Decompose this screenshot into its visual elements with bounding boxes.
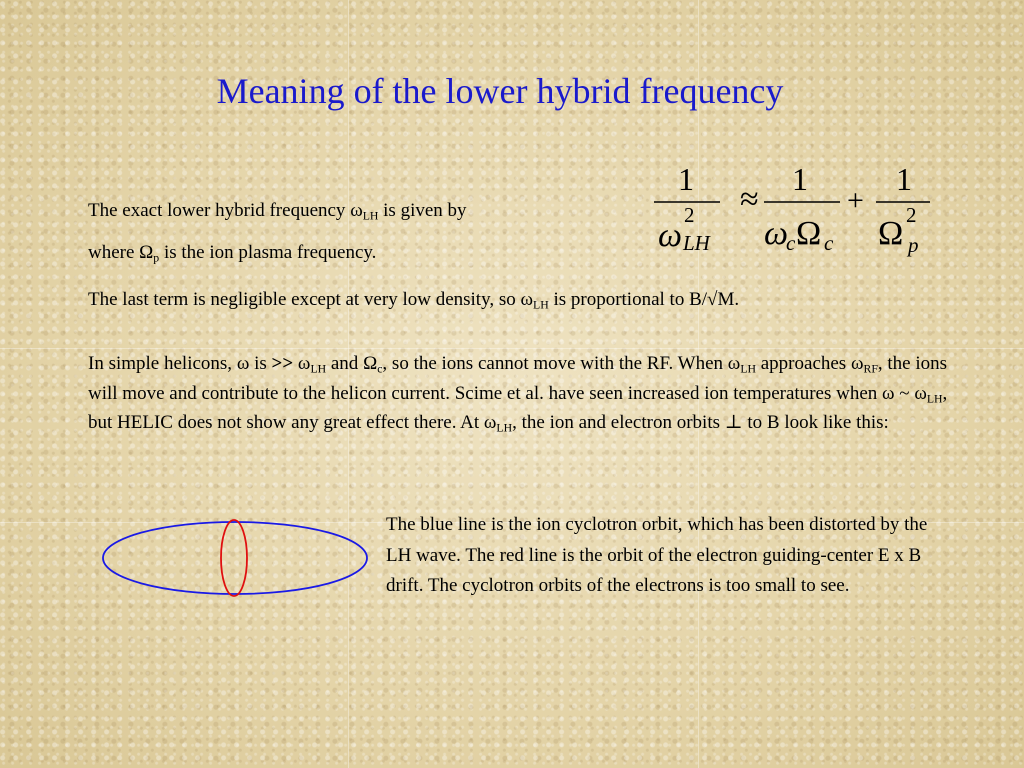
density-note: The last term is negligible except at very low density, so $\omega_{LH}$ is proportional to B/√M. <box>88 289 740 312</box>
intro-line-2: where $\Omega_p$ is the ion plasma frequency. <box>88 242 377 265</box>
formula-plus: + <box>847 184 864 217</box>
formula-sub-c2: c <box>824 231 834 255</box>
ion-cyclotron-orbit <box>103 522 367 594</box>
orbit-diagram <box>95 512 375 604</box>
formula-numerator-1: 1 <box>678 161 694 197</box>
formula-sub-lh: LH <box>683 231 710 255</box>
orbit-caption: The blue line is the ion cyclotron orbit, which has been distorted by the LH wave. The red line is the orbit of the electron guiding-center E x B drift. The cyclotron orbits of the electrons is too small to see. <box>386 514 928 596</box>
formula-omega-lh: ω <box>658 217 683 254</box>
helicon-paragraph: In simple helicons, ω is >> $\omega_{LH}$ and $\Omega_c$, so the ions cannot move with the RF. When $\omega_{LH}$ approaches $\omega_{RF}$, the ions will move and contribute to the helicon current. Scime et al. have seen increased ion temperatures when ω ~ $\omega_{LH}$, but HELIC does not show any great effect there. At $\omega_{LH}$, the ion and electron orbits ⊥ to B look like this: <box>88 353 948 435</box>
formula-Omega-p: Ω <box>878 215 904 252</box>
formula-sub-p: p <box>908 233 919 257</box>
intro-line-1: The exact lower hybrid frequency $\omega_{LH}$ is given by <box>88 200 467 223</box>
formula-sub-c1: c <box>786 231 796 255</box>
formula-numerator-2: 1 <box>792 161 808 197</box>
formula-approx: ≈ <box>740 181 759 218</box>
lower-hybrid-formula <box>650 160 940 260</box>
formula-numerator-3: 1 <box>896 161 912 197</box>
formula-exp-2: 2 <box>684 203 695 227</box>
slide-title: Meaning of the lower hybrid frequency <box>216 71 784 111</box>
formula-exp-2b: 2 <box>906 203 917 227</box>
electron-guiding-center-orbit <box>221 520 247 596</box>
formula-Omega-c: Ω <box>796 215 822 252</box>
formula-omega-c: ω <box>764 215 789 252</box>
